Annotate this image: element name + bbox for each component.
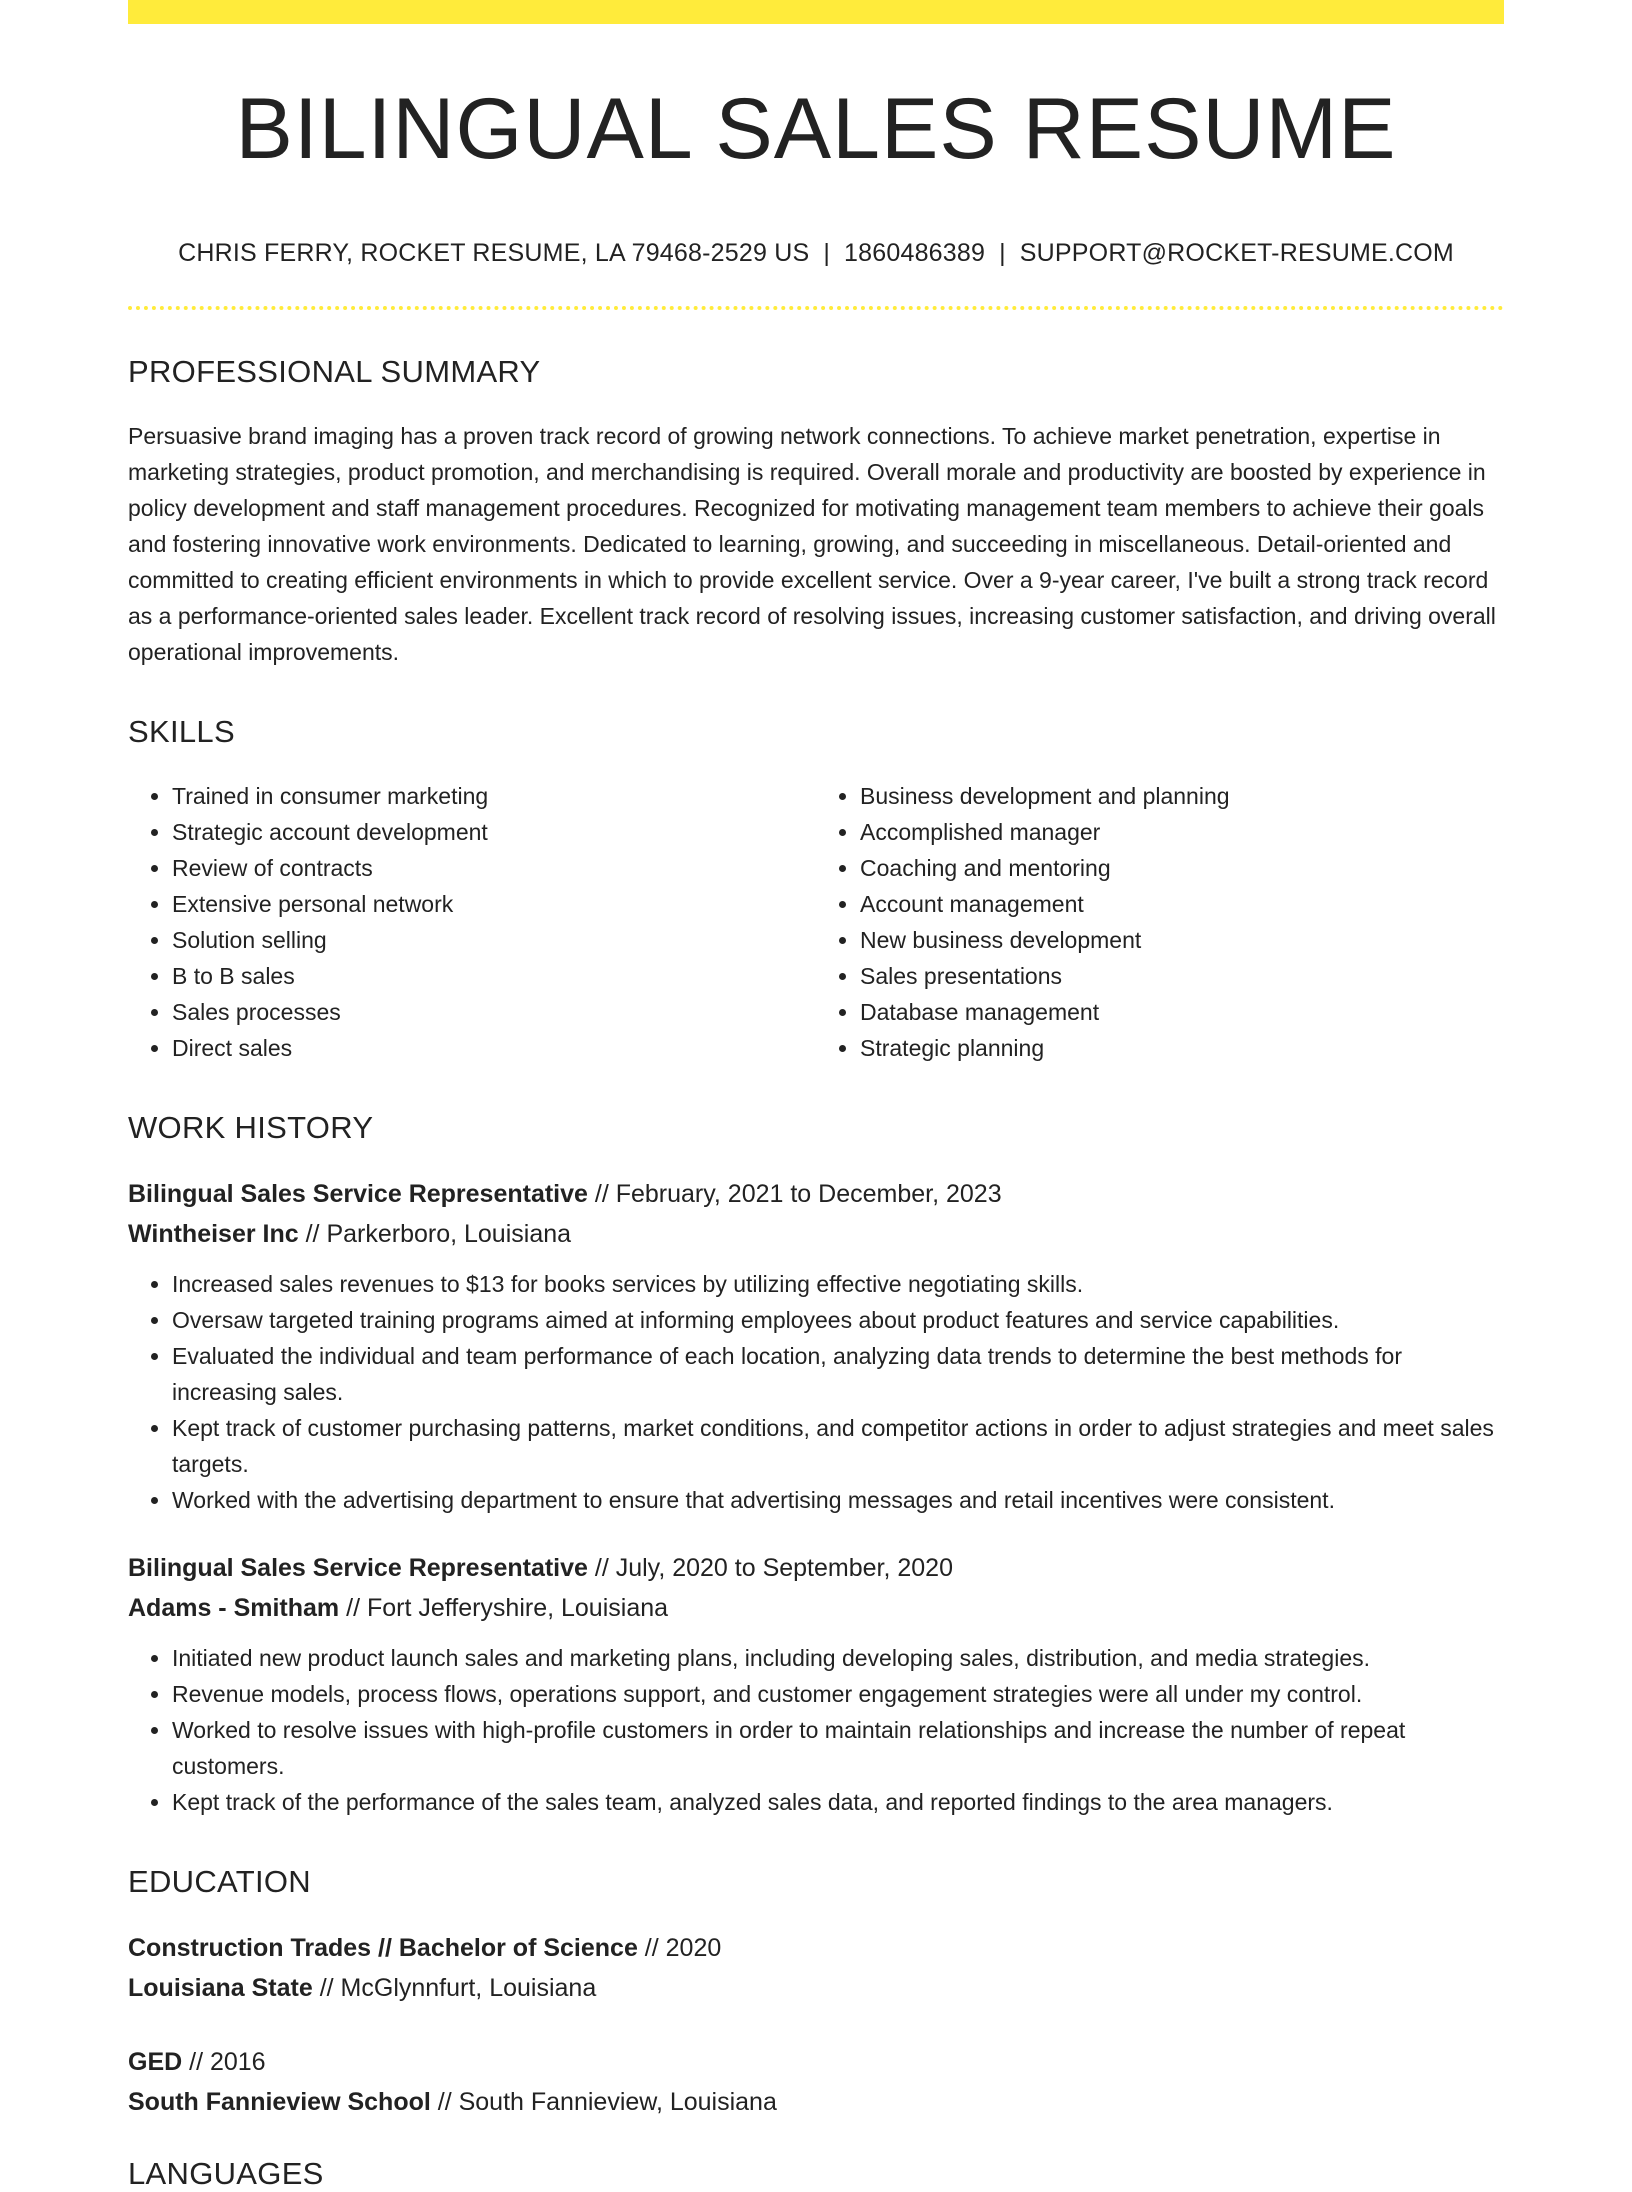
contact-separator: | [823, 238, 831, 267]
resume-page [128, 0, 1504, 2192]
skill-item: • Sales processes [172, 994, 816, 1030]
education-year: // 2020 [637, 1933, 722, 1962]
education-year: // 2016 [182, 2047, 266, 2076]
contact-phone: 1860486389 [844, 238, 986, 267]
section-heading-work-history: WORK HISTORY [128, 1109, 374, 1145]
job-entry [128, 1174, 1504, 1518]
job-bullet: • Evaluated the individual and team performance of each location, analyzing data trends to determine the best methods for increasing sales. [172, 1338, 1504, 1410]
job-bullet: • Worked with the advertising department to ensure that advertising messages and retail incentives were consistent. [172, 1482, 1504, 1518]
contact-email[interactable]: SUPPORT@ROCKET-RESUME.COM [1019, 238, 1454, 267]
education-degree: Construction Trades // Bachelor of Science [128, 1933, 638, 1962]
contact-separator: | [999, 238, 1006, 267]
job-location: // Fort Jefferyshire, Louisiana [339, 1593, 669, 1622]
skill-item: • Review of contracts [172, 850, 816, 886]
education-degree-line [128, 1928, 1504, 1968]
job-bullet: • Oversaw targeted training programs aimed at informing employees about product features and service capabilities. [172, 1302, 1504, 1338]
skill-item: • Strategic planning [860, 1030, 1504, 1066]
top-accent-bar [128, 0, 1504, 24]
skill-item: • Direct sales [172, 1030, 816, 1066]
skill-item: • B to B sales [172, 958, 816, 994]
skill-item: • Strategic account development [172, 814, 816, 850]
section-heading-skills: SKILLS [128, 713, 235, 749]
job-dates: // February, 2021 to December, 2023 [587, 1179, 1002, 1208]
summary-text: Persuasive brand imaging has a proven track record of growing network connections. To achieve market penetration, expertise in marketing strategies, product promotion, and merchandising is required. Overall morale and productivity are boosted by experience in policy development and staff management procedures. Recognized for motivating management team members to achieve their goals and fostering innovative work environments. Dedicated to learning, growing, and succeeding in miscellaneous. Detail-oriented and committed to creating efficient environments in which to provide excellent service. Over a 9-year career, I've built a strong track record as a performance-oriented sales leader. Excellent track record of resolving issues, increasing customer satisfaction, and driving overall operational improvements. [128, 422, 1496, 665]
education-location: // McGlynnfurt, Louisiana [312, 1973, 597, 2002]
job-bullet: • Kept track of the performance of the sales team, analyzed sales data, and reported findings to the area managers. [172, 1784, 1504, 1820]
job-entry [128, 1548, 1504, 1820]
job-dates: // July, 2020 to September, 2020 [587, 1553, 953, 1582]
skill-item: • Solution selling [172, 922, 816, 958]
education-degree-line [128, 2042, 1504, 2082]
job-bullet: • Increased sales revenues to $13 for books services by utilizing effective negotiating skills. [172, 1266, 1504, 1302]
dotted-divider [128, 306, 1504, 310]
job-bullet: • Kept track of customer purchasing patterns, market conditions, and competitor actions in order to adjust strategies and meet sales targets. [172, 1410, 1504, 1482]
education-school: South Fannieview School [128, 2087, 431, 2116]
skills-list [128, 778, 1504, 1066]
job-bullet: • Worked to resolve issues with high-profile customers in order to maintain relationships and increase the number of repeat customers. [172, 1712, 1504, 1784]
skills-column-right [816, 778, 1504, 1066]
page-title: BILINGUAL SALES RESUME [235, 81, 1397, 177]
skill-item: • Sales presentations [860, 958, 1504, 994]
education-school-line [128, 2082, 1504, 2122]
skill-item: • Trained in consumer marketing [172, 778, 816, 814]
skill-item: • New business development [860, 922, 1504, 958]
section-heading-summary: PROFESSIONAL SUMMARY [128, 353, 541, 389]
education-degree: GED [128, 2047, 183, 2076]
skill-item: • Extensive personal network [172, 886, 816, 922]
job-bullet: • Revenue models, process flows, operations support, and customer engagement strategies were all under my control. [172, 1676, 1504, 1712]
education-entry [128, 2042, 1504, 2122]
section-heading-languages: LANGUAGES [128, 2155, 324, 2191]
job-bullet: • Initiated new product launch sales and marketing plans, including developing sales, distribution, and media strategies. [172, 1640, 1504, 1676]
education-school-line [128, 1968, 1504, 2008]
job-role: Bilingual Sales Service Representative [128, 1553, 588, 1582]
job-location: // Parkerboro, Louisiana [298, 1219, 572, 1248]
skill-item: • Account management [860, 886, 1504, 922]
section-heading-education: EDUCATION [128, 1863, 311, 1899]
job-bullets [128, 1266, 1504, 1518]
job-role-line [128, 1548, 1504, 1588]
skill-item: • Coaching and mentoring [860, 850, 1504, 886]
job-role-line [128, 1174, 1504, 1214]
job-company-line [128, 1588, 1504, 1628]
education-school: Louisiana State [128, 1973, 313, 2002]
skill-item: • Database management [860, 994, 1504, 1030]
education-location: // South Fannieview, Louisiana [430, 2087, 777, 2116]
skill-item: • Accomplished manager [860, 814, 1504, 850]
job-company: Adams - Smitham [128, 1593, 340, 1622]
contact-line [128, 239, 1504, 268]
job-company: Wintheiser Inc [128, 1219, 299, 1248]
education-entry [128, 1928, 1504, 2008]
job-role: Bilingual Sales Service Representative [128, 1179, 588, 1208]
skills-column-left [128, 778, 816, 1066]
skill-item: • Business development and planning [860, 778, 1504, 814]
contact-address: CHRIS FERRY, ROCKET RESUME, LA 79468-2529 US [178, 238, 810, 267]
job-company-line [128, 1214, 1504, 1254]
job-bullets [128, 1640, 1504, 1820]
